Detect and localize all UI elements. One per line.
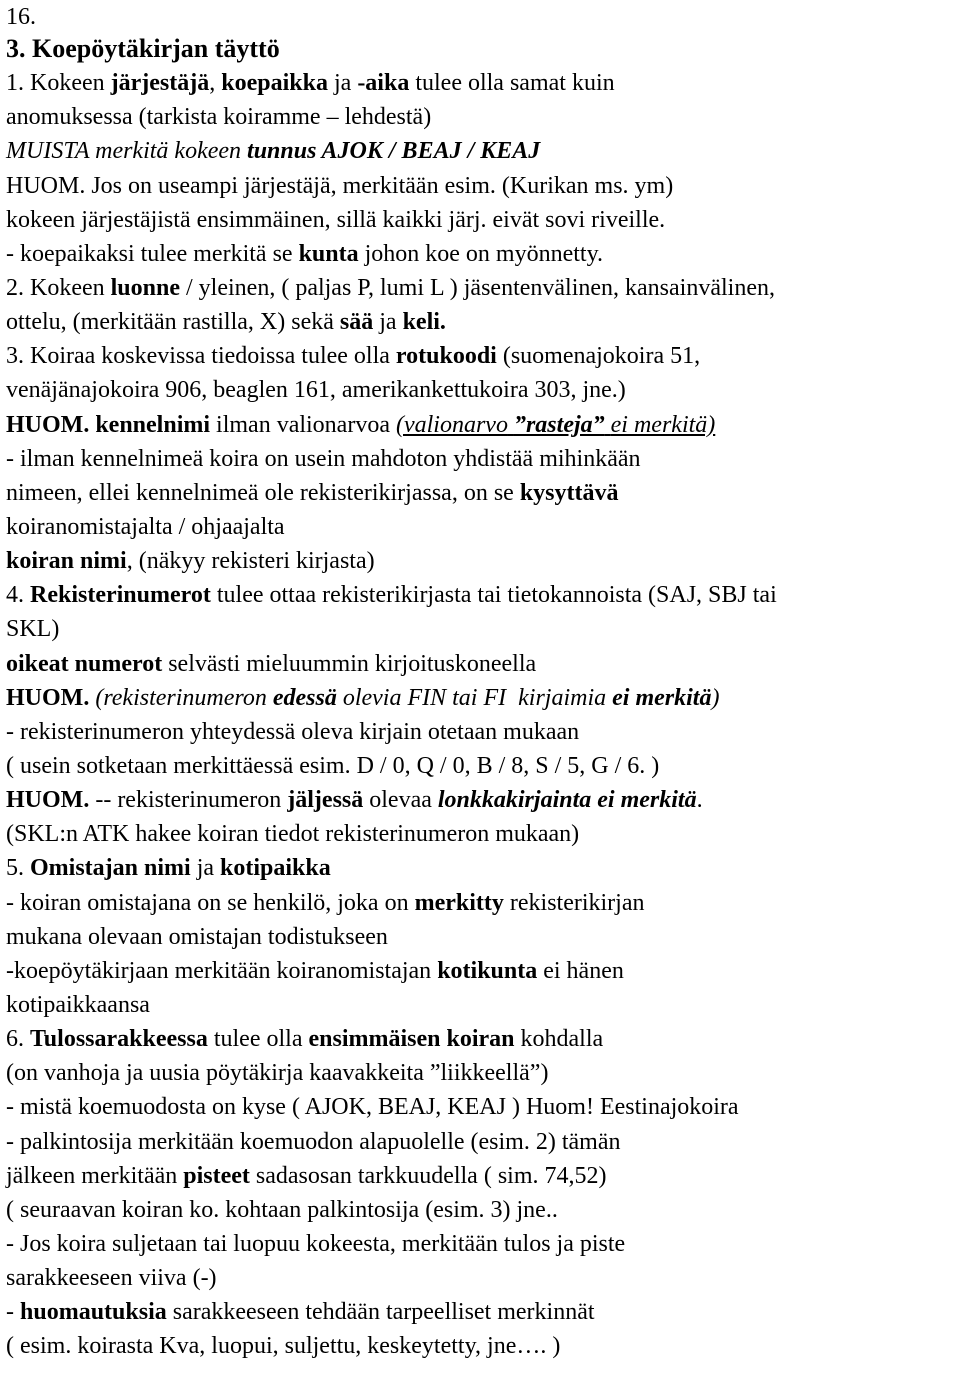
text-segment: jäljessä [287, 787, 364, 814]
text-line [6, 1295, 960, 1329]
text-line [6, 1193, 960, 1227]
text-line [6, 612, 960, 646]
text-segment: venäjänajokoira 906, beaglen 161, amerikankettukoira 303, jne.) [6, 377, 626, 404]
text-segment: ( esim. koirasta Kva, luopui, suljettu, keskeytetty, jne…. ) [6, 1333, 561, 1360]
text-segment: olevaa [363, 787, 438, 814]
text-line [6, 544, 960, 578]
text-segment: kotipaikka [220, 855, 331, 882]
text-segment: (valionarvo [395, 411, 508, 438]
text-segment: kotipaikkaansa [6, 991, 150, 1018]
text-segment: HUOM. [6, 411, 90, 438]
text-segment: sää [339, 309, 374, 336]
text-segment: , [209, 70, 222, 97]
text-segment: rekisterikirjan [503, 889, 645, 916]
text-segment: kunta [298, 240, 359, 267]
text-line [6, 1022, 960, 1056]
text-line [6, 920, 960, 954]
text-segment: - mistä koemuodosta on kyse ( AJOK, BEAJ, KEAJ ) Huom! Eestinajokoira [6, 1094, 739, 1121]
text-line [6, 476, 960, 510]
text-line [6, 1090, 960, 1124]
text-line [6, 237, 960, 271]
text-segment: tulee olla samat kuin [409, 70, 615, 97]
text-line [6, 1261, 960, 1295]
text-line [6, 783, 960, 817]
text-line [6, 100, 960, 134]
text-segment: - koepaikaksi tulee merkitä se [6, 240, 299, 267]
text-line [6, 66, 960, 100]
text-line [6, 749, 960, 783]
text-segment: oikeat numerot [6, 650, 163, 677]
text-segment: tulee ottaa rekisterikirjasta tai tietokannoista (SAJ, SBJ tai [210, 582, 777, 609]
text-segment: Tulossarakkeessa [30, 1026, 208, 1053]
text-line [6, 203, 960, 237]
text-segment: rotukoodi [395, 343, 497, 370]
text-segment: ( usein sotketaan merkittäessä esim. D / 0, Q / 0, B / 8, S / 5, G / 6. ) [6, 752, 660, 779]
text-segment: 2. Kokeen [6, 274, 111, 301]
text-segment: HUOM. [6, 787, 90, 814]
text-segment: 5. [6, 855, 30, 882]
text-line [6, 1159, 960, 1193]
text-segment: - Jos koira suljetaan tai luopuu kokeesta, merkitään tulos ja piste [6, 1230, 626, 1257]
text-segment: ( seuraavan koiran ko. kohtaan palkintosija (esim. 3) jne.. [6, 1196, 558, 1223]
text-line [6, 851, 960, 885]
text-segment: kennelnimi [95, 411, 211, 438]
text-segment: -aika [357, 70, 410, 97]
text-segment: kotikunta [437, 957, 538, 984]
text-segment: SKL) [6, 616, 60, 643]
text-segment: pisteet [183, 1162, 250, 1189]
text-segment: ensimmäisen koiran [308, 1026, 515, 1053]
text-segment: ei merkitä) [610, 411, 716, 438]
text-segment: jälkeen merkitään [6, 1162, 184, 1189]
text-segment: anomuksessa (tarkista koiramme – lehdestä) [6, 104, 432, 131]
text-segment: nimeen, ellei kennelnimeä ole rekisterikirjassa, on se [6, 479, 520, 506]
document-body [6, 66, 960, 1363]
text-line [6, 715, 960, 749]
text-segment: mukana olevaan omistajan todistukseen [6, 923, 388, 950]
text-segment: 3. Koiraa koskevissa tiedoissa tulee olla [6, 343, 396, 370]
text-line [6, 817, 960, 851]
text-segment: Omistajan nimi [30, 855, 191, 882]
text-segment: - rekisterinumeron yhteydessä oleva kirjain otetaan mukaan [6, 718, 580, 745]
text-segment: - palkintosija merkitään koemuodon alapuolelle (esim. 2) tämän [6, 1128, 621, 1155]
text-segment: - koiran omistajana on se henkilö, joka on [6, 889, 415, 916]
text-segment: kysyttävä [519, 479, 619, 506]
text-segment: - ilman kennelnimeä koira on usein mahdoton yhdistää mihinkään [6, 445, 641, 472]
text-segment: sarakkeeseen tehdään tarpeelliset merkinnät [166, 1299, 595, 1326]
text-line [6, 681, 960, 715]
text-segment: ei hänen [537, 957, 624, 984]
section-heading: 3. Koepöytäkirjan täyttö [6, 34, 280, 63]
text-segment: (suomenajokoira 51, [496, 343, 701, 370]
text-segment: ilman valionarvoa [210, 411, 396, 438]
text-line [6, 1329, 960, 1363]
text-segment: kokeen järjestäjistä ensimmäinen, sillä kaikki järj. eivät sovi riveille. [6, 206, 666, 233]
text-segment: -- rekisterinumeron [89, 787, 288, 814]
text-line [6, 408, 960, 442]
text-segment: johon koe on myönnetty. [358, 240, 604, 267]
text-segment: lonkkakirjainta ei merkitä [437, 787, 697, 814]
page-number: 16. [6, 4, 36, 30]
text-line [6, 886, 960, 920]
text-line [6, 373, 960, 407]
text-segment: tulee olla [207, 1026, 309, 1053]
text-segment: sarakkeeseen viiva (-) [6, 1265, 217, 1292]
text-segment: keli. [402, 309, 446, 336]
text-segment: selvästi mieluummin kirjoituskoneella [162, 650, 537, 677]
text-segment: (SKL:n ATK hakee koiran tiedot rekisterinumeron mukaan) [6, 821, 580, 848]
text-segment: koiran nimi [6, 548, 127, 575]
text-line [6, 1227, 960, 1261]
text-segment: ”rasteja” [513, 411, 605, 438]
text-segment: MUISTA merkitä kokeen [6, 138, 248, 165]
text-segment: 4. [6, 582, 30, 609]
text-segment: HUOM. Jos on useampi järjestäjä, merkitään esim. (Kurikan ms. ym) [6, 172, 674, 199]
text-segment: (on vanhoja ja uusia pöytäkirja kaavakkeita ”liikkeellä”) [6, 1060, 549, 1087]
text-segment: koepaikka [221, 70, 328, 97]
text-line [6, 271, 960, 305]
text-line [6, 510, 960, 544]
text-line [6, 1125, 960, 1159]
text-segment: (rekisterinumeron [95, 684, 273, 711]
text-segment: HUOM. [6, 684, 90, 711]
text-line [6, 647, 960, 681]
text-segment: ja [190, 855, 221, 882]
text-line [6, 1056, 960, 1090]
text-line [6, 954, 960, 988]
text-line [6, 134, 960, 168]
text-segment: edessä [272, 684, 337, 711]
text-segment: 1. Kokeen [6, 70, 111, 97]
text-segment: luonne [110, 274, 181, 301]
text-segment: koiranomistajalta / ohjaajalta [6, 513, 285, 540]
text-segment: sadasosan tarkkuudella ( sim. 74,52) [249, 1162, 607, 1189]
text-segment: ) [711, 684, 720, 711]
text-segment: - [6, 1299, 20, 1326]
text-segment: ei merkitä [612, 684, 712, 711]
text-line [6, 169, 960, 203]
text-segment: 6. [6, 1026, 30, 1053]
text-line [6, 988, 960, 1022]
text-segment: järjestäjä [110, 70, 210, 97]
text-segment: Rekisterinumerot [30, 582, 211, 609]
text-segment: ottelu, (merkitään rastilla, X) sekä [6, 309, 340, 336]
text-line [6, 339, 960, 373]
text-line [6, 578, 960, 612]
text-segment: , (näkyy rekisteri kirjasta) [126, 548, 375, 575]
text-segment: / yleinen, ( paljas P, lumi L ) jäsentenvälinen, kansainvälinen, [180, 274, 775, 301]
text-segment: ja [327, 70, 358, 97]
text-segment: tunnus AJOK / BEAJ / KEAJ [247, 138, 541, 165]
text-segment: -koepöytäkirjaan merkitään koiranomistajan [6, 957, 438, 984]
document-page [0, 2, 960, 1375]
text-segment: huomautuksia [20, 1299, 167, 1326]
text-line [6, 305, 960, 339]
text-segment: olevia FIN tai FI kirjaimia [336, 684, 613, 711]
text-segment: merkitty [414, 889, 504, 916]
text-line [6, 442, 960, 476]
text-segment: ja [373, 309, 403, 336]
text-segment: kohdalla [514, 1026, 604, 1053]
text-segment: . [696, 787, 703, 814]
